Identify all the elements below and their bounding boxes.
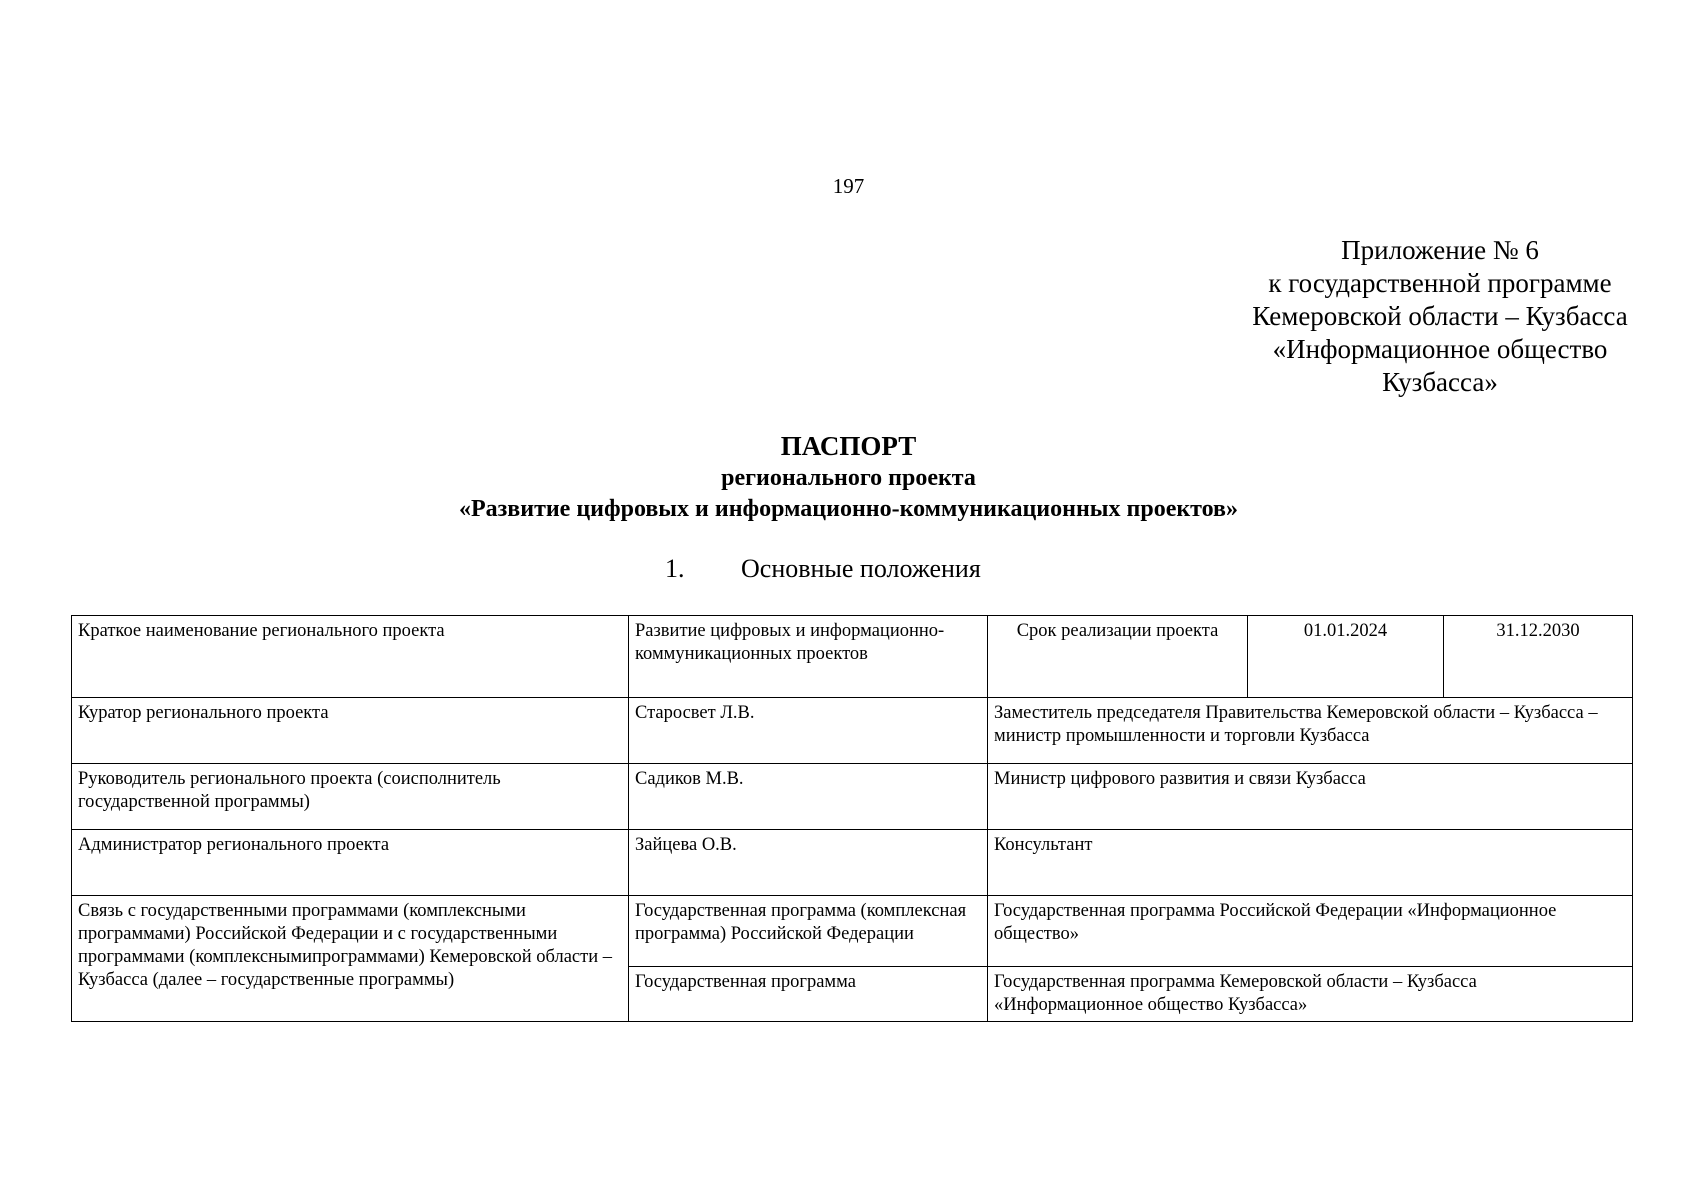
table-row xyxy=(72,896,1633,967)
table-row xyxy=(72,616,1633,698)
row-label: Куратор регионального проекта xyxy=(72,698,629,764)
row-label: Связь с государственными программами (комплексными программами) Российской Федерации и с государственными программами (комплекснымипрограммами) Кемеровской области – Кузбасса (далее – государственные программы) xyxy=(72,896,629,1022)
start-date-cell: 01.01.2024 xyxy=(1248,616,1444,698)
title-project-name: «Развитие цифровых и информационно-коммуникационных проектов» xyxy=(458,496,1239,522)
table-row xyxy=(72,698,1633,764)
table-row xyxy=(72,764,1633,830)
appendix-line: «Информационное общество xyxy=(1272,334,1608,364)
program-value-cell: Государственная программа Кемеровской области – Кузбасса «Информационное общество Кузбасса» xyxy=(988,967,1633,1022)
passport-table xyxy=(71,615,1633,1022)
program-type-cell: Государственная программа xyxy=(629,967,988,1022)
row-label: Администратор регионального проекта xyxy=(72,830,629,896)
row-label: Руководитель регионального проекта (соисполнитель государственной программы) xyxy=(72,764,629,830)
appendix-line: к государственной программе xyxy=(1268,268,1612,298)
program-value-cell: Государственная программа Российской Федерации «Информационное общество» xyxy=(988,896,1633,967)
row-label: Краткое наименование регионального проекта xyxy=(72,616,629,698)
head-position-cell: Министр цифрового развития и связи Кузбасса xyxy=(988,764,1633,830)
appendix-header xyxy=(1200,234,1680,399)
appendix-line: Приложение № 6 xyxy=(1341,235,1539,265)
table-row xyxy=(72,830,1633,896)
program-type-cell: Государственная программа (комплексная программа) Российской Федерации xyxy=(629,896,988,967)
section-title: Основные положения xyxy=(741,554,981,583)
head-name-cell: Садиков М.В. xyxy=(629,764,988,830)
section-number: 1. xyxy=(665,554,685,583)
page-number: 197 xyxy=(832,174,865,198)
admin-position-cell: Консультант xyxy=(988,830,1633,896)
end-date-cell: 31.12.2030 xyxy=(1444,616,1633,698)
appendix-line: Кемеровской области – Кузбасса xyxy=(1252,301,1628,331)
document-title xyxy=(0,430,1697,525)
section-heading xyxy=(665,554,981,584)
curator-position-cell: Заместитель председателя Правительства Кемеровской области – Кузбасса – министр промышленности и торговли Кузбасса xyxy=(988,698,1633,764)
project-name-cell: Развитие цифровых и информационно-коммуникационных проектов xyxy=(629,616,988,698)
appendix-line: Кузбасса» xyxy=(1382,367,1498,397)
title-main: ПАСПОРТ xyxy=(780,431,917,461)
admin-name-cell: Зайцева О.В. xyxy=(629,830,988,896)
term-label-cell: Срок реализации проекта xyxy=(988,616,1248,698)
title-subtitle: регионального проекта xyxy=(721,465,976,491)
curator-name-cell: Старосвет Л.В. xyxy=(629,698,988,764)
